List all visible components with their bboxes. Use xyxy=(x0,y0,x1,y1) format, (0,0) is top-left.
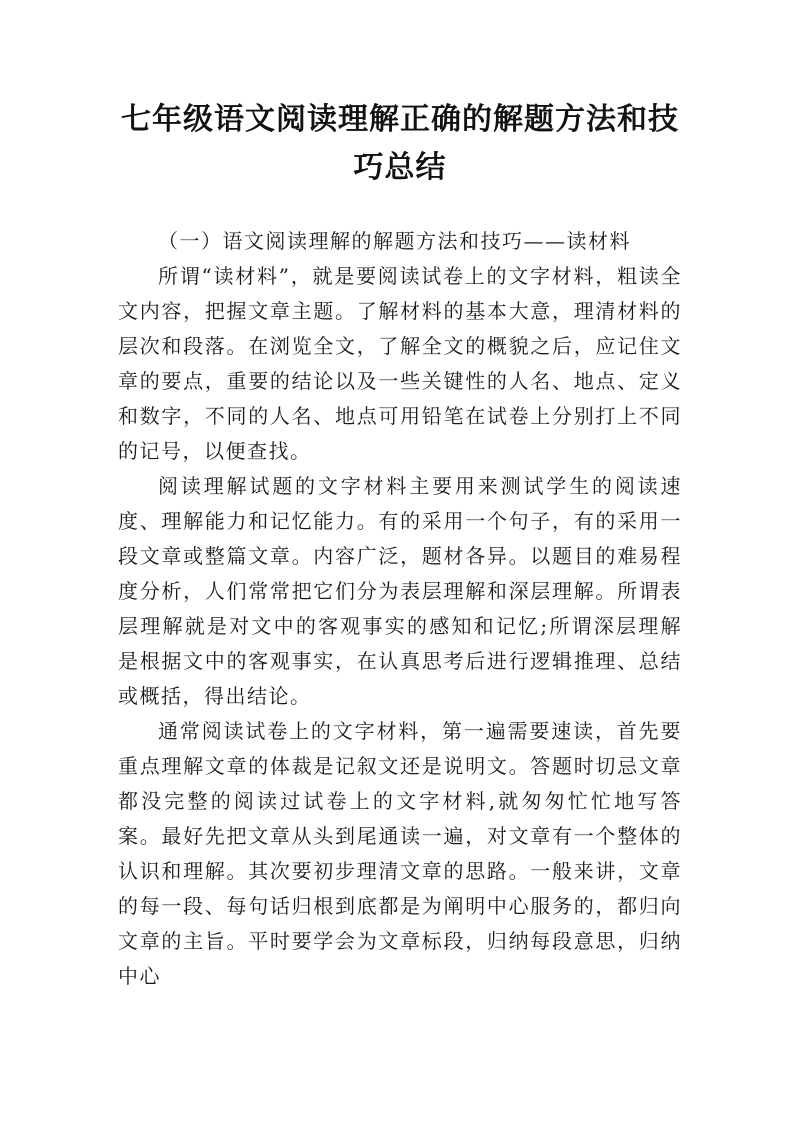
document-title: 七年级语文阅读理解正确的解题方法和技巧总结 xyxy=(121,102,679,185)
paragraph: 所谓“读材料”，就是要阅读试卷上的文字材料，粗读全文内容，把握文章主题。了解材料的基本大意，理清材料的层次和段落。在浏览全文，了解全文的概貌之后，应记住文章的要点，重要的结论以及一些关键性的人名、地点、定义和数字，不同的人名、地点可用铅笔在试卷上分别打上不同的记号，以便查找。 xyxy=(118,264,682,463)
paragraph: 阅读理解试题的文字材料主要用来测试学生的阅读速度、理解能力和记忆能力。有的采用一个句子，有的采用一段文章或整篇文章。内容广泛，题材各异。以题目的难易程度分析，人们常常把它们分为表层理解和深层理解。所谓表层理解就是对文中的客观事实的感知和记忆;所谓深层理解是根据文中的客观事实，在认真思考后进行逻辑推理、总结或概括，得出结论。 xyxy=(118,474,682,708)
section-heading: （一）语文阅读理解的解题方法和技巧——读材料 xyxy=(158,229,631,253)
paragraph: 通常阅读试卷上的文字材料，第一遍需要速读，首先要重点理解文章的体裁是记叙文还是说明文。答题时切忌文章都没完整的阅读过试卷上的文字材料,就匆匆忙忙地写答案。最好先把文章从头到尾通读一遍，对文章有一个整体的认识和理解。其次要初步理清文章的思路。一般来讲，文章的每一段、每句话归根到底都是为阐明中心服务的，都归向文章的主旨。平时要学会为文章标段，归纳每段意思，归纳中心 xyxy=(118,719,682,988)
document-body xyxy=(118,224,682,994)
